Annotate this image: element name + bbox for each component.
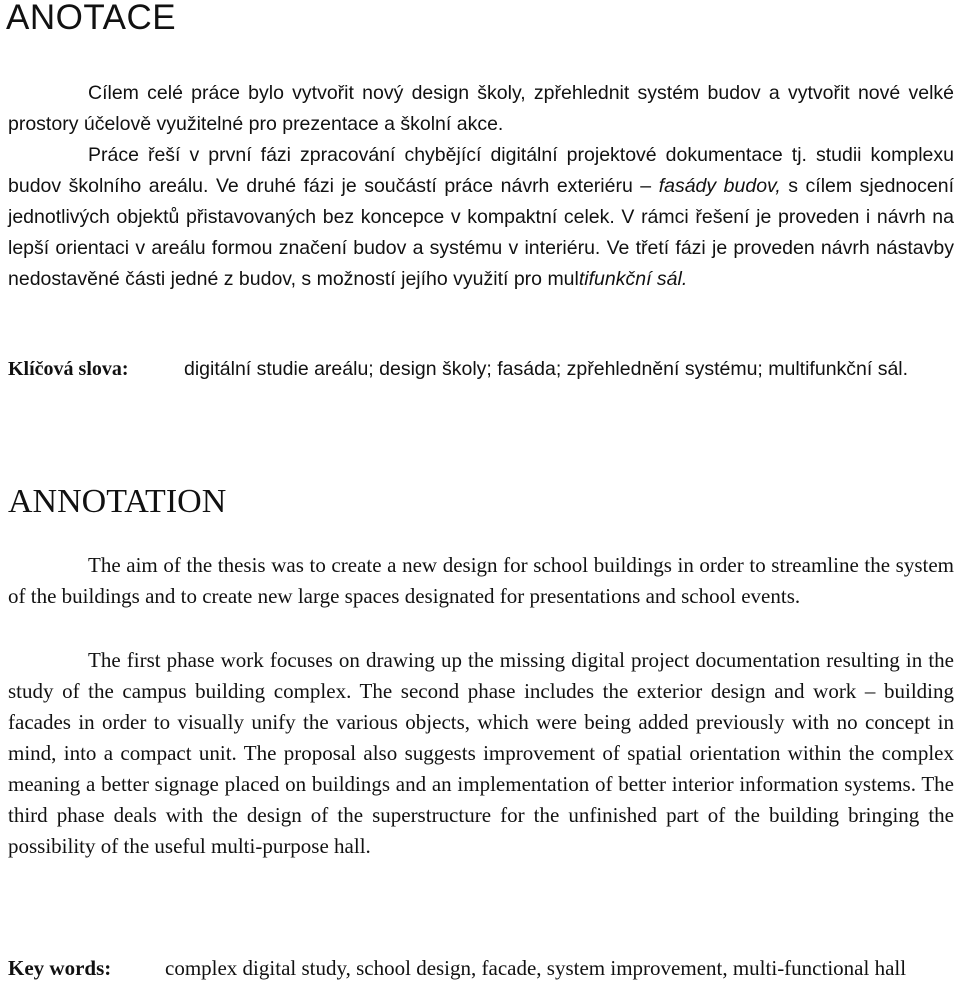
english-keywords-label: Key words: xyxy=(8,956,112,980)
czech-paragraph-2-part-a: Práce řeší v první fázi zpracování chybějící digitální projektové dokumentace tj. studii komplexu budov školního areálu. Ve druhé fázi je součástí práce návrh exteriéru – xyxy=(8,144,954,197)
czech-keywords-text: digitální studie areálu; design školy; fasáda; zpřehlednění systému; multifunkční sál. xyxy=(184,358,909,380)
czech-keywords xyxy=(8,354,954,385)
heading-annotation: ANNOTATION xyxy=(8,483,227,520)
english-keywords xyxy=(8,953,954,984)
czech-italic-sal: tifunkční sál. xyxy=(578,268,688,290)
czech-paragraph-2 xyxy=(8,140,954,295)
czech-paragraph-1: Cílem celé práce bylo vytvořit nový design školy, zpřehlednit systém budov a vytvořit nové velké prostory účelově využitelné pro prezentace a školní akce. xyxy=(8,82,954,135)
english-keywords-text: complex digital study, school design, facade, system improvement, multi-functional hall xyxy=(165,956,907,980)
english-paragraph-2: The first phase work focuses on drawing up the missing digital project documentation resulting in the study of the campus building complex. The second phase includes the exterior design and work – building facades in order to visually unify the various objects, which were being added previously with no concept in mind, into a compact unit. The proposal also suggests improvement of spatial orientation within the complex meaning a better signage placed on buildings and an implementation of better interior information systems. The third phase deals with the design of the superstructure for the unfinished part of the building bringing the possibility of the useful multi-purpose hall. xyxy=(8,648,954,858)
czech-paragraph-2-part-b: s cílem sjednocení jednotlivých objektů přistavovaných bez koncepce v kompaktní celek. V rámci řešení je proveden i návrh na lepší orientaci v areálu formou značení budov a systému v interiéru. Ve třetí fázi je proveden návrh nástavby nedostavěné části jedné z budov, s možností jejího využití pro mul xyxy=(8,175,954,290)
czech-keywords-label: Klíčová slova: xyxy=(8,358,129,380)
heading-anotace: ANOTACE xyxy=(6,0,177,37)
czech-italic-fasady: fasády budov, xyxy=(658,175,781,197)
english-paragraph-1: The aim of the thesis was to create a new design for school buildings in order to streamline the system of the buildings and to create new large spaces designated for presentations and school events. xyxy=(8,553,954,608)
